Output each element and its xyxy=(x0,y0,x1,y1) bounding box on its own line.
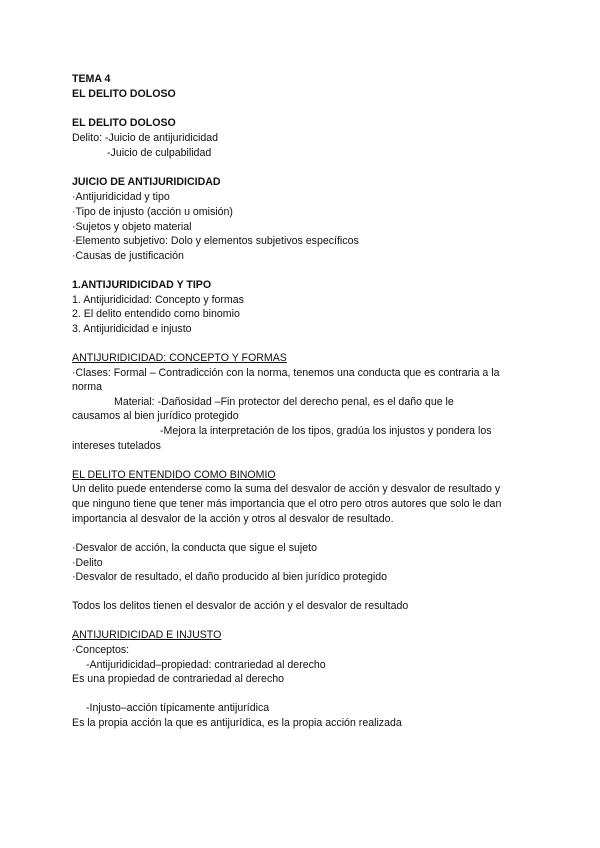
topic-number: TEMA 4 xyxy=(72,73,111,85)
text-line: Es una propiedad de contrariedad al derecho xyxy=(72,673,285,685)
list-item: ·Sujetos y objeto material xyxy=(72,221,192,233)
paragraph-line: que ninguno tiene que tener más importancia que el otro pero otros autores que solo le dan xyxy=(72,498,502,510)
text-line: -Antijuridicidad–propiedad: contrariedad al derecho xyxy=(86,659,326,671)
text-line: Todos los delitos tienen el desvalor de acción y el desvalor de resultado xyxy=(72,600,409,612)
section-heading: JUICIO DE ANTIJURIDICIDAD xyxy=(72,176,221,188)
text-line: -Injusto–acción típicamente antijurídica xyxy=(86,702,270,714)
text-line: intereses tutelados xyxy=(72,440,161,452)
list-item: ·Causas de justificación xyxy=(72,250,184,262)
section-heading: 1.ANTIJURIDICIDAD Y TIPO xyxy=(72,279,212,291)
list-item: ·Tipo de injusto (acción u omisión) xyxy=(72,206,233,218)
text-line: -Juicio de culpabilidad xyxy=(107,147,212,159)
paragraph-line: Un delito puede entenderse como la suma del desvalor de acción y desvalor de resultado y xyxy=(72,483,501,495)
list-item: ·Antijuridicidad y tipo xyxy=(72,191,170,203)
list-item: 2. El delito entendido como binomio xyxy=(72,308,240,320)
text-line: -Mejora la interpretación de los tipos, gradúa los injustos y pondera los xyxy=(160,425,492,437)
subsection-heading: ANTIJURIDICIDAD: CONCEPTO Y FORMAS xyxy=(72,352,287,364)
text-line: Material: -Dañosidad –Fin protector del derecho penal, es el daño que le xyxy=(114,396,454,408)
list-item: 3. Antijuridicidad e injusto xyxy=(72,323,192,335)
subsection-heading: ANTIJURIDICIDAD E INJUSTO xyxy=(72,629,222,641)
list-item: ·Elemento subjetivo: Dolo y elementos subjetivos específicos xyxy=(72,235,359,247)
list-item: ·Desvalor de acción, la conducta que sigue el sujeto xyxy=(72,542,317,554)
section-heading: EL DELITO DOLOSO xyxy=(72,117,176,129)
list-item: 1. Antijuridicidad: Concepto y formas xyxy=(72,294,244,306)
text-line: Delito: -Juicio de antijuridicidad xyxy=(72,132,219,144)
list-item: ·Desvalor de resultado, el daño producido al bien jurídico protegido xyxy=(72,571,388,583)
text-line: causamos al bien jurídico protegido xyxy=(72,410,239,422)
text-line: Es la propia acción la que es antijurídica, es la propia acción realizada xyxy=(72,717,402,729)
topic-title: EL DELITO DOLOSO xyxy=(72,88,176,100)
subsection-heading: EL DELITO ENTENDIDO COMO BINOMIO xyxy=(72,469,276,481)
text-line: ·Clases: Formal – Contradicción con la norma, tenemos una conducta que es contraria a la xyxy=(72,367,500,379)
text-line: norma xyxy=(72,381,103,393)
text-line: ·Conceptos: xyxy=(72,644,130,656)
list-item: ·Delito xyxy=(72,557,103,569)
paragraph-line: importancia al desvalor de la acción y otros al desvalor de resultado. xyxy=(72,513,394,525)
